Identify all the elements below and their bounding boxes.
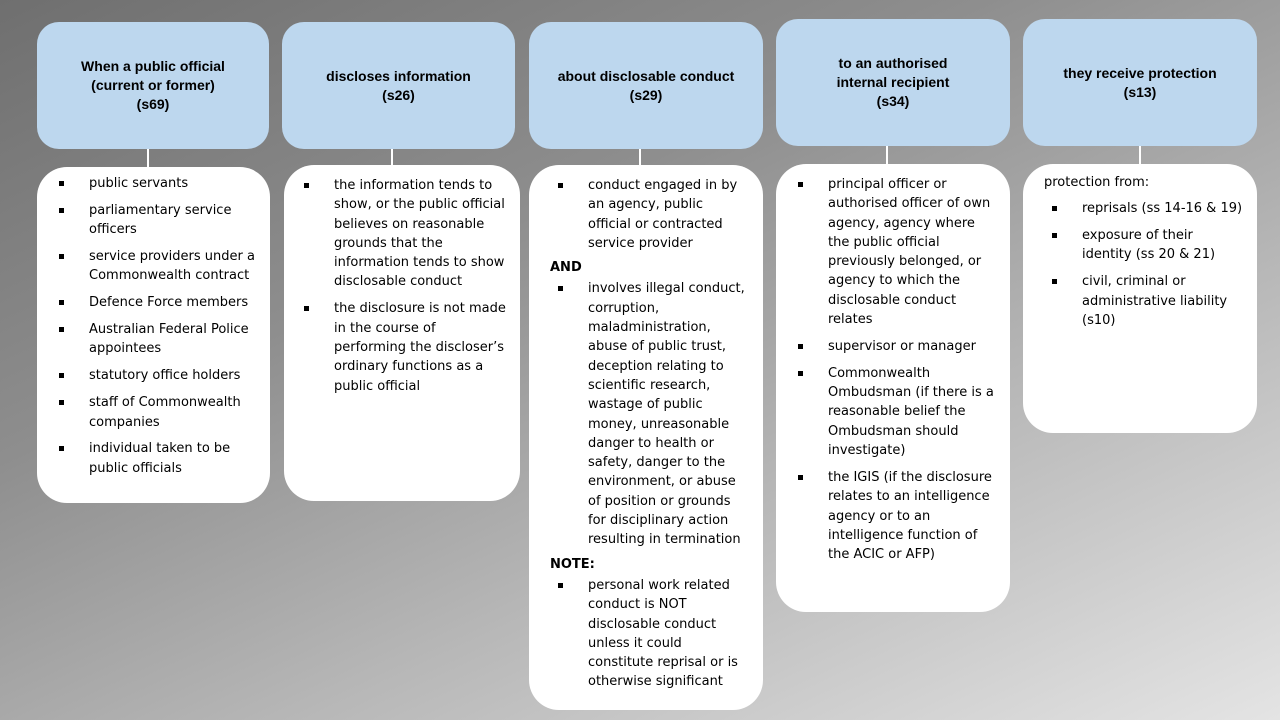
header-line: When a public official (81, 58, 225, 74)
header-line: to an authorised (838, 55, 948, 71)
protection-list (1044, 199, 1243, 330)
list-item: the information tends to show, or the public official believes on reasonable grounds that the information tends to show disclosable conduct (296, 176, 508, 292)
list-item: supervisor or manager (790, 337, 996, 356)
detail-public-official (37, 167, 270, 503)
header-line: internal recipient (836, 74, 950, 90)
header-line: (s29) (629, 86, 663, 103)
conduct-list (550, 176, 749, 253)
header-line: (s34) (876, 93, 910, 109)
list-item: public servants (51, 174, 256, 193)
list-item: the disclosure is not made in the course of performing the discloser’s ordinary functions as a public official (296, 299, 508, 395)
note-list (550, 576, 749, 692)
header-discloses-information (282, 22, 515, 149)
list-item: service providers under a Commonwealth contract (51, 247, 256, 286)
list-item: Australian Federal Police appointees (51, 320, 256, 359)
header-line: they receive protection (1063, 64, 1217, 81)
list-item: individual taken to be public officials (51, 439, 256, 478)
header-internal-recipient (776, 19, 1010, 146)
list-item: exposure of their identity (ss 20 & 21) (1044, 226, 1243, 265)
list-item: staff of Commonwealth companies (51, 393, 256, 432)
connector-line (1139, 146, 1141, 166)
header-line: (s26) (382, 86, 415, 103)
connector-line (886, 146, 888, 166)
detail-protection (1023, 164, 1257, 433)
list-item: principal officer or authorised officer of own agency, agency where the public official previously belonged, or agency to which the disclosable conduct relates (790, 175, 996, 329)
recipient-list (790, 175, 996, 564)
list-item: civil, criminal or administrative liability (s10) (1044, 272, 1243, 330)
list-item: Defence Force members (51, 293, 256, 312)
official-types-list (51, 174, 256, 478)
header-disclosable-conduct (529, 22, 763, 149)
disclosure-conditions-list (296, 176, 508, 396)
list-item: personal work related conduct is NOT disclosable conduct unless it could constitute reprisal or is otherwise significant (550, 576, 749, 692)
header-public-official (37, 22, 269, 149)
header-protection (1023, 19, 1257, 146)
note-label: NOTE: (550, 556, 595, 572)
list-item: the IGIS (if the disclosure relates to an intelligence agency or to an intelligence function of the ACIC or AFP) (790, 468, 996, 564)
detail-disclosable-conduct (529, 165, 763, 710)
header-line: (current or former) (91, 77, 215, 93)
header-line: (s69) (136, 96, 170, 112)
list-item: conduct engaged in by an agency, public official or contracted service provider (550, 176, 749, 253)
list-item: reprisals (ss 14-16 & 19) (1044, 199, 1243, 218)
list-item: statutory office holders (51, 366, 256, 385)
header-line: about disclosable conduct (557, 67, 735, 84)
list-item: Commonwealth Ombudsman (if there is a reasonable belief the Ombudsman should investigate) (790, 364, 996, 460)
list-item: involves illegal conduct, corruption, maladministration, abuse of public trust, deception relating to scientific research, wastage of public money, unreasonable danger to health or safety, danger to the environment, or abuse of position or grounds for disciplinary action resulting in termination (550, 279, 749, 549)
detail-internal-recipient (776, 164, 1010, 612)
list-item: parliamentary service officers (51, 201, 256, 240)
protection-intro: protection from: (1044, 175, 1150, 190)
header-line: (s13) (1123, 83, 1157, 100)
header-line: discloses information (326, 67, 471, 84)
connector-line (147, 149, 149, 169)
detail-discloses-information (284, 165, 520, 501)
conduct-types-list (550, 279, 749, 549)
and-label: AND (550, 260, 582, 276)
